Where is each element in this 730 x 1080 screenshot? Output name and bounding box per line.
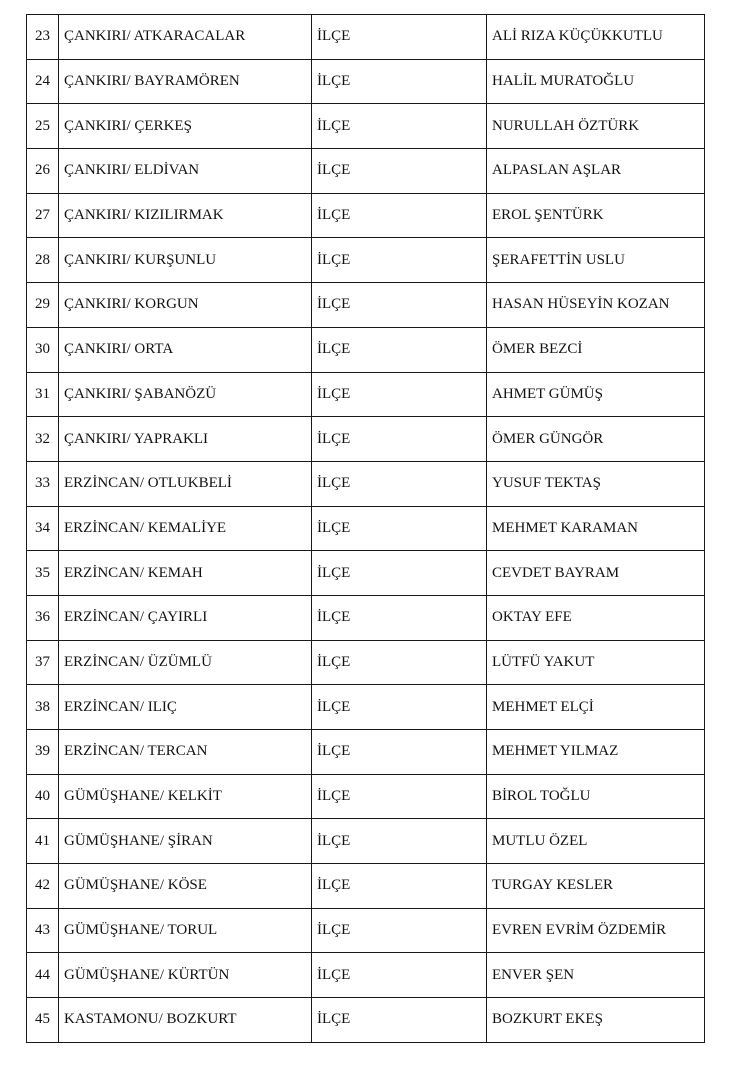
table-row <box>27 953 705 998</box>
row-number-cell: 29 <box>27 283 59 328</box>
table-row <box>27 149 705 194</box>
table-row <box>27 685 705 730</box>
province-district-cell: KASTAMONU/ BOZKURT <box>59 998 312 1043</box>
table-row <box>27 417 705 462</box>
unit-type-cell: İLÇE <box>312 685 487 730</box>
unit-type-cell: İLÇE <box>312 819 487 864</box>
candidate-name-cell: NURULLAH ÖZTÜRK <box>487 104 705 149</box>
table-row <box>27 774 705 819</box>
table-row <box>27 908 705 953</box>
row-number-cell: 35 <box>27 551 59 596</box>
province-district-cell: ERZİNCAN/ KEMAH <box>59 551 312 596</box>
candidate-name-cell: ALİ RIZA KÜÇÜKKUTLU <box>487 15 705 60</box>
candidate-name-cell: EVREN EVRİM ÖZDEMİR <box>487 908 705 953</box>
row-number-cell: 38 <box>27 685 59 730</box>
table-row <box>27 59 705 104</box>
unit-type-cell: İLÇE <box>312 193 487 238</box>
unit-type-cell: İLÇE <box>312 238 487 283</box>
table-row <box>27 730 705 775</box>
unit-type-cell: İLÇE <box>312 461 487 506</box>
unit-type-cell: İLÇE <box>312 15 487 60</box>
candidate-name-cell: MUTLU ÖZEL <box>487 819 705 864</box>
candidate-name-cell: BOZKURT EKEŞ <box>487 998 705 1043</box>
table-row <box>27 551 705 596</box>
table-row <box>27 461 705 506</box>
table-row <box>27 998 705 1043</box>
unit-type-cell: İLÇE <box>312 327 487 372</box>
province-district-cell: ÇANKIRI/ ELDİVAN <box>59 149 312 194</box>
table-row <box>27 104 705 149</box>
row-number-cell: 34 <box>27 506 59 551</box>
province-district-cell: ÇANKIRI/ KURŞUNLU <box>59 238 312 283</box>
row-number-cell: 45 <box>27 998 59 1043</box>
unit-type-cell: İLÇE <box>312 149 487 194</box>
province-district-cell: ERZİNCAN/ ÇAYIRLI <box>59 595 312 640</box>
unit-type-cell: İLÇE <box>312 595 487 640</box>
province-district-cell: GÜMÜŞHANE/ KÖSE <box>59 864 312 909</box>
province-district-cell: ÇANKIRI/ KORGUN <box>59 283 312 328</box>
candidate-name-cell: AHMET GÜMÜŞ <box>487 372 705 417</box>
candidate-name-cell: ALPASLAN AŞLAR <box>487 149 705 194</box>
table-row <box>27 15 705 60</box>
candidate-name-cell: ENVER ŞEN <box>487 953 705 998</box>
candidate-name-cell: LÜTFÜ YAKUT <box>487 640 705 685</box>
table-row <box>27 372 705 417</box>
table-row <box>27 819 705 864</box>
candidate-name-cell: OKTAY EFE <box>487 595 705 640</box>
unit-type-cell: İLÇE <box>312 640 487 685</box>
row-number-cell: 33 <box>27 461 59 506</box>
unit-type-cell: İLÇE <box>312 59 487 104</box>
unit-type-cell: İLÇE <box>312 998 487 1043</box>
table-row <box>27 640 705 685</box>
table-row <box>27 283 705 328</box>
row-number-cell: 28 <box>27 238 59 283</box>
row-number-cell: 23 <box>27 15 59 60</box>
row-number-cell: 39 <box>27 730 59 775</box>
province-district-cell: GÜMÜŞHANE/ TORUL <box>59 908 312 953</box>
unit-type-cell: İLÇE <box>312 953 487 998</box>
table-row <box>27 864 705 909</box>
province-district-cell: ERZİNCAN/ TERCAN <box>59 730 312 775</box>
row-number-cell: 31 <box>27 372 59 417</box>
row-number-cell: 27 <box>27 193 59 238</box>
candidate-name-cell: YUSUF TEKTAŞ <box>487 461 705 506</box>
table-row <box>27 238 705 283</box>
unit-type-cell: İLÇE <box>312 506 487 551</box>
row-number-cell: 42 <box>27 864 59 909</box>
candidate-name-cell: HALİL MURATOĞLU <box>487 59 705 104</box>
province-district-cell: ÇANKIRI/ ŞABANÖZÜ <box>59 372 312 417</box>
unit-type-cell: İLÇE <box>312 417 487 462</box>
row-number-cell: 36 <box>27 595 59 640</box>
province-district-cell: GÜMÜŞHANE/ KÜRTÜN <box>59 953 312 998</box>
unit-type-cell: İLÇE <box>312 551 487 596</box>
province-district-cell: GÜMÜŞHANE/ KELKİT <box>59 774 312 819</box>
candidate-name-cell: HASAN HÜSEYİN KOZAN <box>487 283 705 328</box>
unit-type-cell: İLÇE <box>312 864 487 909</box>
row-number-cell: 43 <box>27 908 59 953</box>
table-row <box>27 193 705 238</box>
candidate-table <box>26 14 705 1043</box>
row-number-cell: 24 <box>27 59 59 104</box>
candidate-name-cell: ÖMER BEZCİ <box>487 327 705 372</box>
row-number-cell: 37 <box>27 640 59 685</box>
province-district-cell: ERZİNCAN/ ÜZÜMLÜ <box>59 640 312 685</box>
candidate-name-cell: BİROL TOĞLU <box>487 774 705 819</box>
unit-type-cell: İLÇE <box>312 372 487 417</box>
row-number-cell: 32 <box>27 417 59 462</box>
unit-type-cell: İLÇE <box>312 908 487 953</box>
candidate-name-cell: EROL ŞENTÜRK <box>487 193 705 238</box>
province-district-cell: ÇANKIRI/ BAYRAMÖREN <box>59 59 312 104</box>
unit-type-cell: İLÇE <box>312 104 487 149</box>
province-district-cell: ÇANKIRI/ ATKARACALAR <box>59 15 312 60</box>
table-row <box>27 327 705 372</box>
unit-type-cell: İLÇE <box>312 283 487 328</box>
table-row <box>27 506 705 551</box>
candidate-name-cell: MEHMET ELÇİ <box>487 685 705 730</box>
province-district-cell: ERZİNCAN/ ILIÇ <box>59 685 312 730</box>
candidate-name-cell: MEHMET YILMAZ <box>487 730 705 775</box>
row-number-cell: 44 <box>27 953 59 998</box>
candidate-table-body <box>27 15 705 1043</box>
candidate-name-cell: TURGAY KESLER <box>487 864 705 909</box>
table-row <box>27 595 705 640</box>
candidate-name-cell: CEVDET BAYRAM <box>487 551 705 596</box>
row-number-cell: 41 <box>27 819 59 864</box>
candidate-name-cell: MEHMET KARAMAN <box>487 506 705 551</box>
province-district-cell: GÜMÜŞHANE/ ŞİRAN <box>59 819 312 864</box>
candidate-name-cell: ŞERAFETTİN USLU <box>487 238 705 283</box>
unit-type-cell: İLÇE <box>312 730 487 775</box>
province-district-cell: ÇANKIRI/ YAPRAKLI <box>59 417 312 462</box>
row-number-cell: 30 <box>27 327 59 372</box>
province-district-cell: ERZİNCAN/ KEMALİYE <box>59 506 312 551</box>
row-number-cell: 25 <box>27 104 59 149</box>
unit-type-cell: İLÇE <box>312 774 487 819</box>
row-number-cell: 40 <box>27 774 59 819</box>
province-district-cell: ÇANKIRI/ ORTA <box>59 327 312 372</box>
candidate-name-cell: ÖMER GÜNGÖR <box>487 417 705 462</box>
province-district-cell: ÇANKIRI/ ÇERKEŞ <box>59 104 312 149</box>
province-district-cell: ERZİNCAN/ OTLUKBELİ <box>59 461 312 506</box>
province-district-cell: ÇANKIRI/ KIZILIRMAK <box>59 193 312 238</box>
row-number-cell: 26 <box>27 149 59 194</box>
